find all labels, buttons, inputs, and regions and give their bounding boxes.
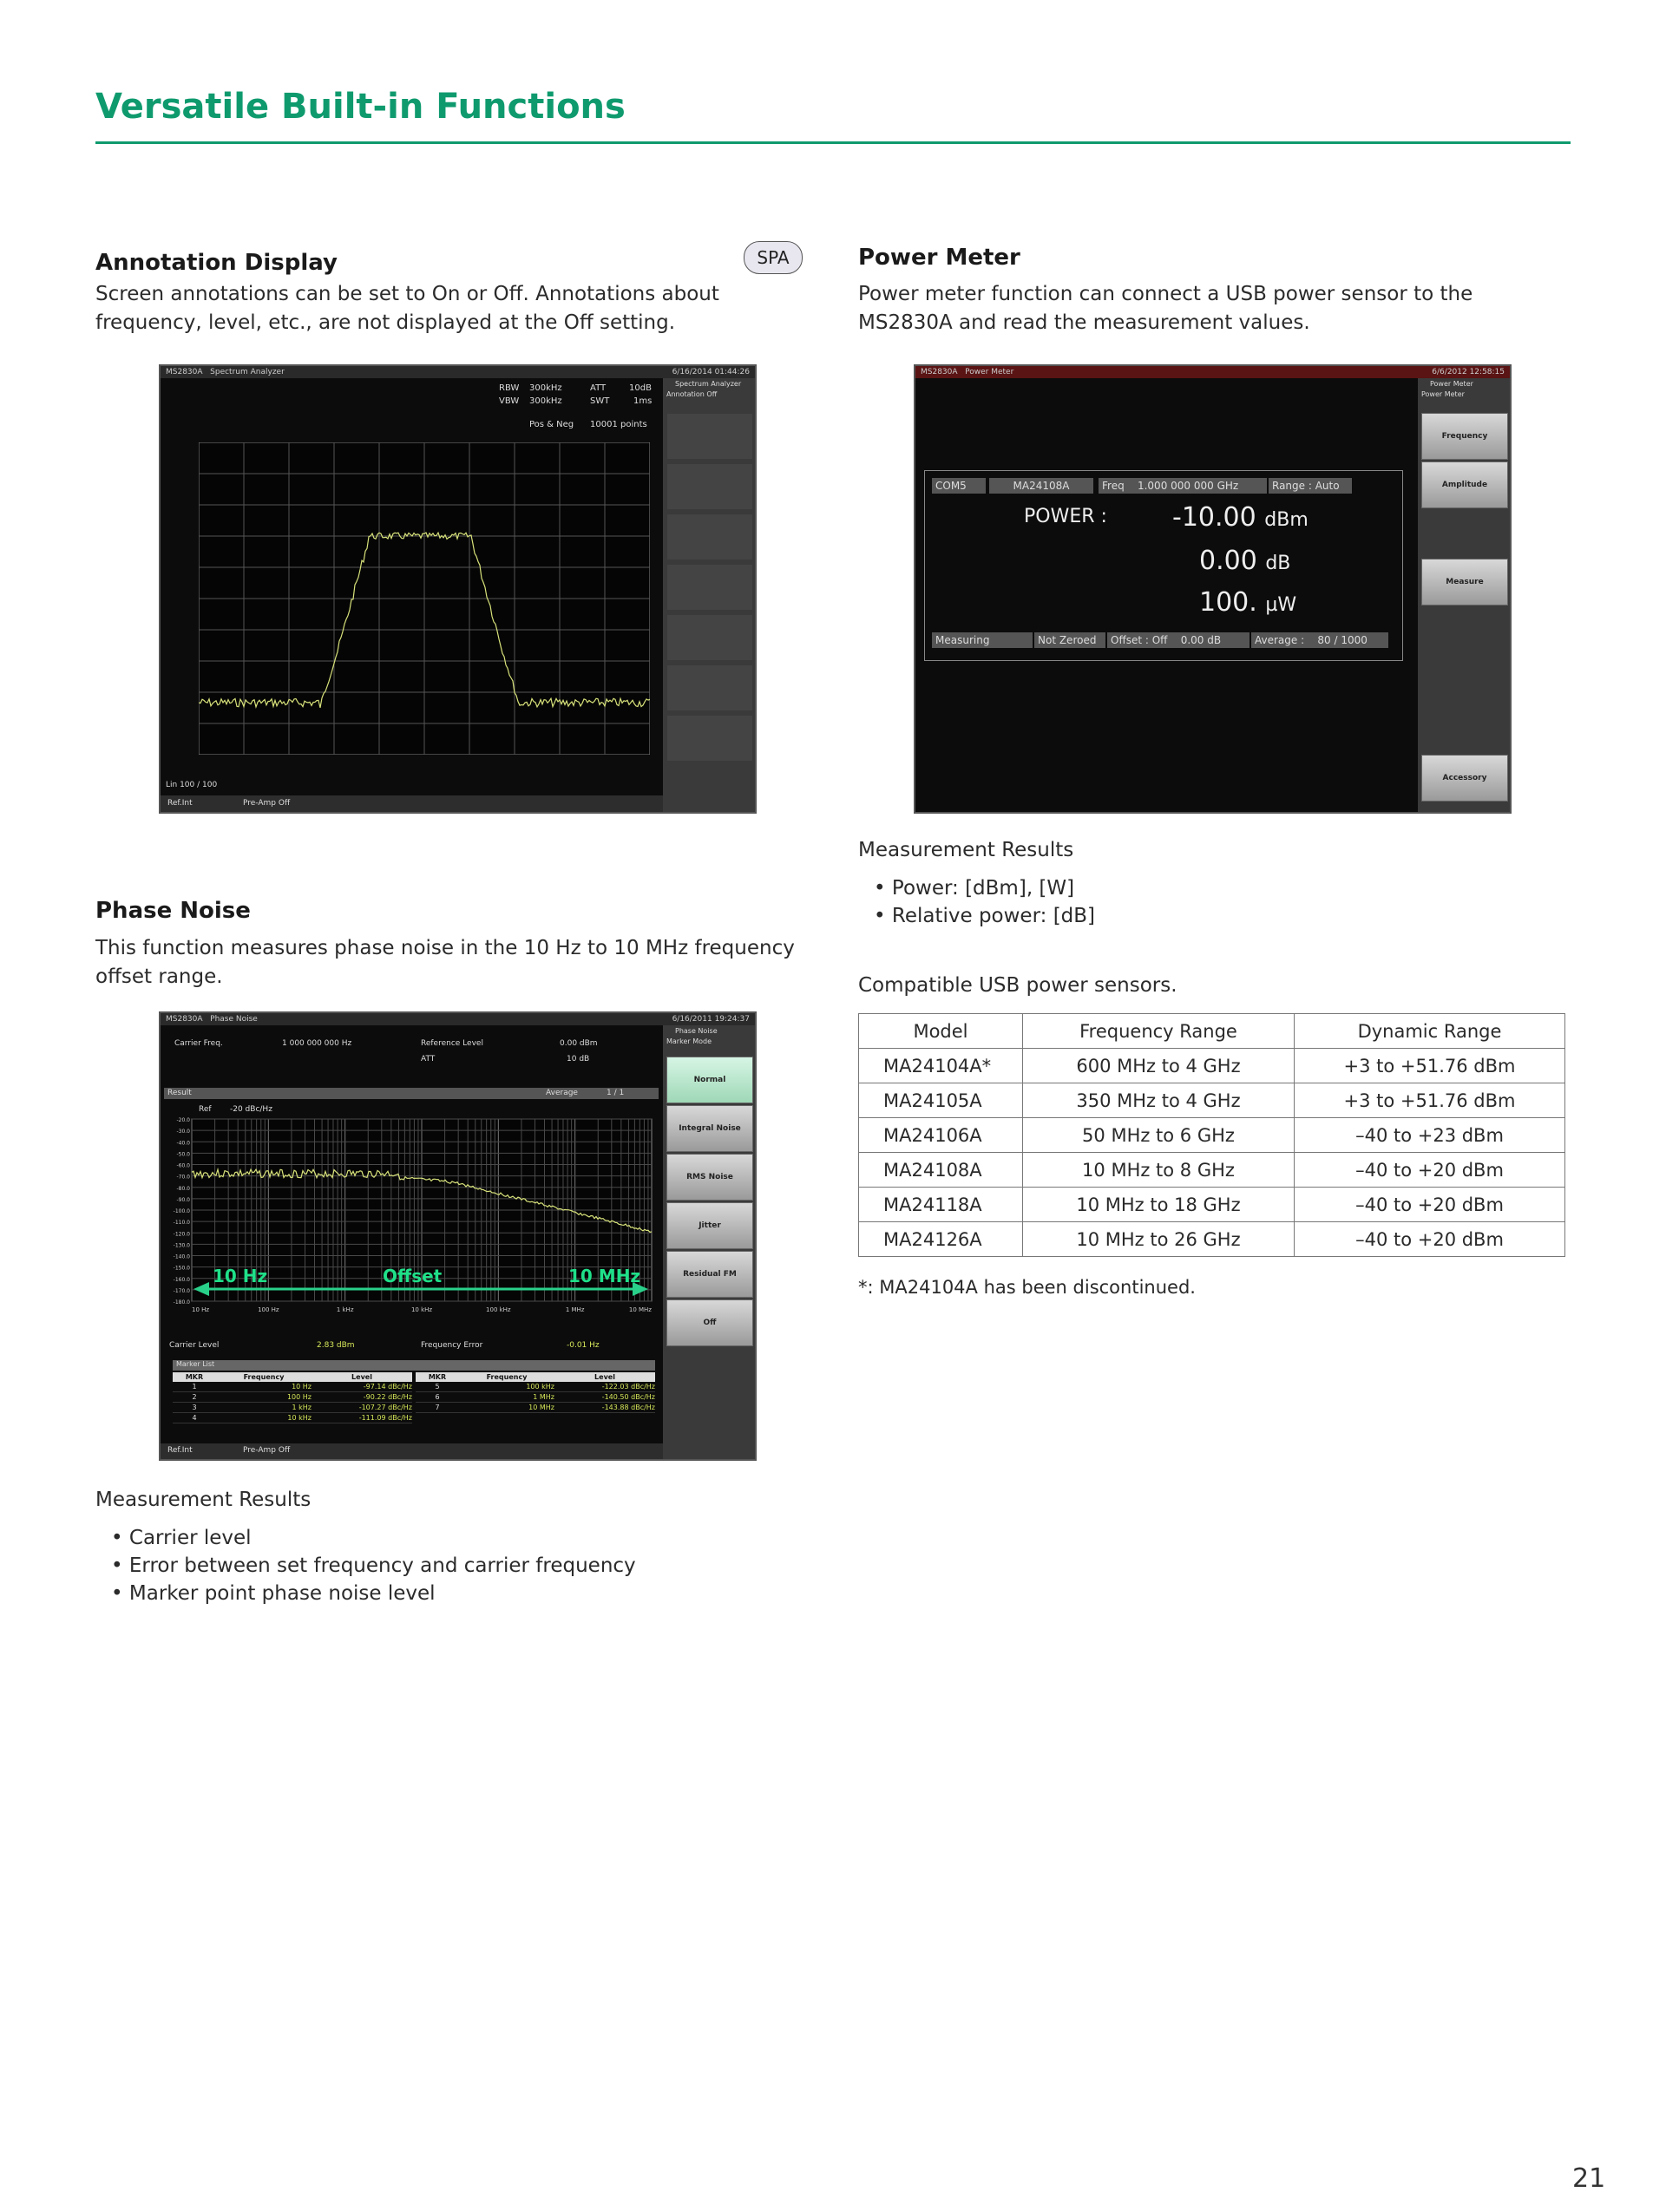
pre-amp: Pre-Amp Off	[243, 1446, 291, 1455]
cell-model: MA24104A*	[859, 1049, 1023, 1083]
swt-value: 1ms	[633, 396, 653, 406]
average-label: Average :	[1255, 634, 1305, 646]
sensor: MA24108A	[989, 478, 1093, 494]
att-label: ATT	[590, 383, 607, 393]
marker-number: 6	[435, 1393, 440, 1401]
y-tick-label: -70.0	[176, 1174, 190, 1181]
list-item: • Carrier level	[111, 1524, 636, 1552]
marker-col-header: Frequency	[486, 1373, 528, 1381]
x-tick-label: 1 kHz	[336, 1306, 354, 1313]
overlay-right: 10 MHz	[568, 1266, 641, 1286]
softkey-measure[interactable]: Measure	[1421, 559, 1508, 605]
screen-model: MS2830A	[166, 1015, 203, 1024]
screen-model: MS2830A	[166, 368, 203, 376]
freq-box	[1099, 478, 1267, 494]
cell-model: MA24118A	[859, 1188, 1023, 1222]
ref-level-label: Reference Level	[421, 1039, 483, 1048]
x-tick-label: 10 kHz	[410, 1306, 433, 1313]
rbw-label: RBW	[499, 383, 520, 393]
table-row	[859, 1222, 1565, 1257]
y-tick-label: -180.0	[173, 1299, 190, 1306]
cell-frequency-range: 10 MHz to 18 GHz	[1023, 1188, 1295, 1222]
vbw-label: VBW	[499, 396, 520, 406]
status: Measuring	[932, 632, 1033, 648]
freq-error-label: Frequency Error	[421, 1341, 483, 1350]
page-number: 21	[1572, 2163, 1606, 2194]
marker-row	[416, 1392, 655, 1403]
dbm-unit: dBm	[1264, 509, 1309, 531]
sensors-heading: Compatible USB power sensors.	[858, 974, 1177, 997]
overlay-mid: Offset	[383, 1266, 443, 1286]
cell-dynamic-range: –40 to +20 dBm	[1295, 1153, 1565, 1188]
softkey-off[interactable]: Off	[666, 1299, 753, 1346]
softkey-rms-noise[interactable]: RMS Noise	[666, 1154, 753, 1201]
page-title: Versatile Built-in Functions	[95, 87, 626, 127]
marker-level: -143.88 dBc/Hz	[601, 1404, 655, 1411]
status-bar	[161, 1443, 663, 1459]
x-tick-label: 1 MHz	[565, 1306, 585, 1313]
table-row	[859, 1118, 1565, 1153]
power-meter-text: Power meter function can connect a USB power sensor to the MS2830A and read the measurement values.	[858, 283, 1473, 334]
softkey-integral-noise[interactable]: Integral Noise	[666, 1105, 753, 1152]
range: Range : Auto	[1269, 478, 1352, 494]
marker-level: -97.14 dBc/Hz	[363, 1383, 412, 1391]
average-label: Average	[546, 1089, 578, 1097]
marker-number: 3	[192, 1404, 197, 1411]
screen-model: MS2830A	[921, 368, 958, 376]
marker-row	[416, 1403, 655, 1413]
w-unit: µW	[1265, 594, 1297, 616]
detector: Pos & Neg	[529, 420, 574, 429]
cell-dynamic-range: –40 to +20 dBm	[1295, 1222, 1565, 1257]
cell-model: MA24126A	[859, 1222, 1023, 1257]
marker-level: -90.22 dBc/Hz	[363, 1393, 412, 1401]
marker-number: 5	[435, 1383, 440, 1391]
col-header-frequency-range: Frequency Range	[1023, 1014, 1295, 1049]
pm-results-heading: Measurement Results	[858, 839, 1074, 861]
marker-col-header: Frequency	[243, 1373, 285, 1381]
screen-mode: Spectrum Analyzer	[210, 368, 285, 376]
y-tick-label: -120.0	[173, 1231, 190, 1238]
y-tick-label: -80.0	[176, 1185, 190, 1192]
blank-softkey[interactable]	[666, 564, 753, 611]
blank-softkey[interactable]	[666, 413, 753, 460]
y-tick-label: -140.0	[173, 1253, 190, 1260]
offset-value: 0.00 dB	[1180, 634, 1222, 646]
table-header-row	[859, 1014, 1565, 1049]
pn-results-list	[111, 1524, 636, 1607]
marker-col-header: MKR	[428, 1373, 447, 1381]
screen-datetime: 6/16/2011 19:24:37	[672, 1015, 750, 1024]
marker-frequency: 1 kHz	[292, 1404, 312, 1411]
table-row	[859, 1083, 1565, 1118]
col-header-model: Model	[859, 1014, 1023, 1049]
title-rule	[95, 141, 1571, 144]
softkey-residual-fm[interactable]: Residual FM	[666, 1251, 753, 1298]
marker-frequency: 100 Hz	[286, 1393, 312, 1401]
dbm-readout	[1172, 502, 1309, 533]
cell-model: MA24108A	[859, 1153, 1023, 1188]
screen-sidebar	[1418, 378, 1510, 812]
marker-frequency: 100 kHz	[526, 1383, 554, 1391]
softkey-amplitude[interactable]: Amplitude	[1421, 461, 1508, 508]
ref-int: Ref.Int	[167, 799, 193, 808]
carrier-level-value: 2.83 dBm	[317, 1341, 355, 1350]
power-meter-screenshot	[914, 364, 1512, 814]
ref-label: Ref	[199, 1105, 212, 1114]
freq-error-value: -0.01 Hz	[567, 1341, 600, 1350]
marker-frequency: 1 MHz	[533, 1393, 554, 1401]
points: 10001 points	[590, 420, 647, 429]
cell-dynamic-range: –40 to +23 dBm	[1295, 1118, 1565, 1153]
marker-table-right	[416, 1372, 655, 1413]
offset-label: Offset : Off	[1111, 634, 1168, 646]
pn-results-heading: Measurement Results	[95, 1489, 312, 1511]
table-row	[859, 1188, 1565, 1222]
vbw-value: 300kHz	[529, 396, 562, 406]
side-title: Phase Noise	[675, 1027, 718, 1035]
blank-softkey[interactable]	[666, 463, 753, 510]
w-value: 100.	[1199, 587, 1257, 618]
y-tick-label: -50.0	[176, 1151, 190, 1158]
phase-noise-heading: Phase Noise	[95, 898, 251, 924]
att-value: 10 dB	[567, 1055, 590, 1063]
power-label: POWER :	[1024, 506, 1107, 527]
cell-model: MA24105A	[859, 1083, 1023, 1118]
cell-frequency-range: 50 MHz to 6 GHz	[1023, 1118, 1295, 1153]
pm-results-list	[874, 874, 1095, 930]
att-value: 10dB	[629, 383, 652, 393]
phase-noise-screenshot	[159, 1011, 757, 1461]
marker-col-header: Level	[351, 1373, 372, 1381]
y-tick-label: -130.0	[173, 1242, 190, 1249]
side-sub: Marker Mode	[666, 1037, 712, 1045]
marker-number: 1	[192, 1383, 197, 1391]
screen-datetime: 6/16/2014 01:44:26	[672, 368, 750, 376]
blank-softkey[interactable]	[666, 514, 753, 560]
marker-col-header: Level	[594, 1373, 615, 1381]
phase-noise-text: This function measures phase noise in the 10 Hz to 10 MHz frequency offset range.	[95, 937, 795, 988]
softkey-jitter[interactable]: Jitter	[666, 1202, 753, 1249]
softkey-frequency[interactable]: Frequency	[1421, 413, 1508, 460]
y-tick-label: -40.0	[176, 1140, 190, 1147]
list-item: • Power: [dBm], [W]	[874, 874, 1095, 902]
marker-number: 4	[192, 1414, 197, 1422]
average-value: 1 / 1	[607, 1089, 625, 1097]
y-tick-label: -150.0	[173, 1265, 190, 1272]
marker-header-row	[173, 1372, 412, 1382]
sensor-table	[858, 1013, 1565, 1257]
marker-number: 2	[192, 1393, 197, 1401]
freq-label: Freq	[1102, 480, 1125, 492]
marker-header-row	[416, 1372, 655, 1382]
phase-noise-plot	[161, 1117, 664, 1325]
carrier-level-label: Carrier Level	[169, 1341, 220, 1350]
marker-row	[173, 1382, 412, 1392]
marker-col-header: MKR	[185, 1373, 204, 1381]
watt-readout	[1199, 587, 1296, 618]
marker-list-bar	[173, 1360, 655, 1371]
ref-int: Ref.Int	[167, 1446, 193, 1455]
carrier-freq-label: Carrier Freq.	[174, 1039, 223, 1048]
x-tick-label: 10 Hz	[192, 1306, 210, 1313]
table-row	[859, 1049, 1565, 1083]
marker-list-label: Marker List	[176, 1360, 215, 1368]
list-item: • Error between set frequency and carrier frequency	[111, 1552, 636, 1580]
average-value: 80 / 1000	[1317, 634, 1368, 646]
ref-value: -20 dBc/Hz	[230, 1105, 272, 1114]
y-tick-label: -30.0	[176, 1129, 190, 1135]
col-header-dynamic-range: Dynamic Range	[1295, 1014, 1565, 1049]
annotation-text: Screen annotations can be set to On or Off. Annotations about frequency, level, etc., are not displayed at the Off setting.	[95, 283, 719, 334]
x-tick-label: 10 MHz	[628, 1306, 652, 1313]
status-a: Lin 100 / 100	[166, 781, 218, 789]
carrier-freq-value: 1 000 000 000 Hz	[282, 1039, 352, 1048]
overlay-left: 10 Hz	[213, 1266, 268, 1286]
marker-frequency: 10 Hz	[292, 1383, 312, 1391]
cell-model: MA24106A	[859, 1118, 1023, 1153]
blank-softkey[interactable]	[666, 664, 753, 711]
list-item: • Marker point phase noise level	[111, 1580, 636, 1607]
ref-level-value: 0.00 dBm	[560, 1039, 598, 1048]
marker-level: -107.27 dBc/Hz	[358, 1404, 412, 1411]
cell-dynamic-range: –40 to +20 dBm	[1295, 1188, 1565, 1222]
cell-dynamic-range: +3 to +51.76 dBm	[1295, 1049, 1565, 1083]
y-tick-label: -170.0	[173, 1287, 190, 1294]
cell-frequency-range: 600 MHz to 4 GHz	[1023, 1049, 1295, 1083]
screen-datetime: 6/6/2012 12:58:15	[1432, 368, 1505, 376]
freq-value: 1.000 000 000 GHz	[1137, 480, 1239, 492]
cell-dynamic-range: +3 to +51.76 dBm	[1295, 1083, 1565, 1118]
marker-level: -122.03 dBc/Hz	[601, 1383, 655, 1391]
blank-softkey[interactable]	[666, 715, 753, 762]
port: COM5	[932, 478, 986, 494]
result-label: Result	[167, 1089, 192, 1097]
dbm-value: -10.00	[1172, 502, 1256, 533]
power-readout-panel	[924, 470, 1403, 661]
marker-table-left	[173, 1372, 412, 1423]
marker-row	[173, 1413, 412, 1423]
y-tick-label: -100.0	[173, 1208, 190, 1214]
footnote: *: MA24104A has been discontinued.	[858, 1277, 1196, 1298]
zero-status: Not Zeroed	[1034, 632, 1105, 648]
cell-frequency-range: 350 MHz to 4 GHz	[1023, 1083, 1295, 1118]
y-tick-label: -60.0	[176, 1162, 190, 1169]
marker-row	[173, 1392, 412, 1403]
db-unit: dB	[1265, 553, 1291, 574]
rbw-value: 300kHz	[529, 383, 562, 393]
screen-sidebar	[663, 378, 755, 812]
blank-softkey[interactable]	[666, 614, 753, 661]
y-tick-label: -90.0	[176, 1196, 190, 1203]
annotation-heading: Annotation Display	[95, 250, 338, 276]
spa-badge: SPA	[744, 241, 803, 274]
db-readout	[1199, 546, 1290, 576]
softkey-accessory[interactable]: Accessory	[1421, 755, 1508, 802]
pre-amp: Pre-Amp Off	[243, 799, 291, 808]
screen-mode: Phase Noise	[210, 1015, 258, 1024]
y-tick-label: -110.0	[173, 1220, 190, 1227]
att-label: ATT	[421, 1055, 436, 1063]
side-title: Spectrum Analyzer	[675, 380, 742, 388]
x-tick-label: 100 Hz	[258, 1306, 279, 1313]
x-tick-label: 100 kHz	[486, 1306, 511, 1313]
y-tick-label: -20.0	[176, 1117, 190, 1123]
screen-titlebar	[161, 366, 755, 378]
marker-number: 7	[435, 1404, 440, 1411]
marker-level: -140.50 dBc/Hz	[601, 1393, 655, 1401]
softkey-normal[interactable]: Normal	[666, 1057, 753, 1103]
status-bar	[161, 795, 663, 812]
cell-frequency-range: 10 MHz to 8 GHz	[1023, 1153, 1295, 1188]
screen-sidebar	[663, 1025, 755, 1459]
screen-titlebar	[161, 1013, 755, 1025]
side-sub: Power Meter	[1421, 390, 1465, 398]
marker-row	[173, 1403, 412, 1413]
screen-titlebar	[915, 366, 1510, 378]
offset-box	[1107, 632, 1250, 648]
screen-mode: Power Meter	[965, 368, 1014, 376]
marker-level: -111.09 dBc/Hz	[358, 1414, 412, 1422]
list-item: • Relative power: [dB]	[874, 902, 1095, 930]
power-meter-heading: Power Meter	[858, 245, 1020, 271]
average-box	[1251, 632, 1388, 648]
cell-frequency-range: 10 MHz to 26 GHz	[1023, 1222, 1295, 1257]
result-bar	[164, 1088, 659, 1099]
side-title: Power Meter	[1430, 380, 1473, 388]
annotation-screenshot	[159, 364, 757, 814]
spectrum-plot	[199, 442, 650, 755]
side-sub: Annotation Off	[666, 390, 718, 398]
marker-frequency: 10 kHz	[287, 1414, 312, 1422]
table-row	[859, 1153, 1565, 1188]
swt-label: SWT	[590, 396, 610, 406]
db-value: 0.00	[1199, 546, 1257, 576]
marker-frequency: 10 MHz	[528, 1404, 554, 1411]
marker-row	[416, 1382, 655, 1392]
y-tick-label: -160.0	[173, 1276, 190, 1283]
